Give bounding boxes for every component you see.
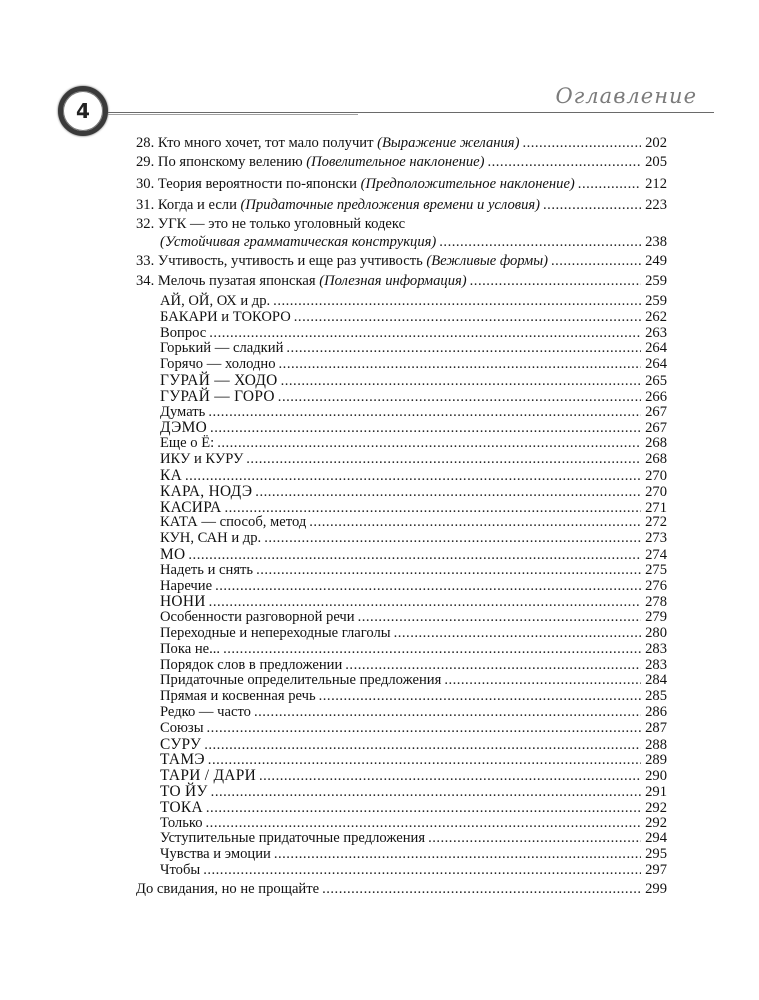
toc-subentry-label: БАКАРИ и ТОКОРО: [160, 308, 291, 325]
toc-subentry-label: Наречие: [160, 577, 213, 594]
toc-entry-28[interactable]: 28. Кто много хочет, тот мало получит (Выражение желания) ..... 202: [136, 135, 667, 153]
toc-subentry-label: Думать: [160, 403, 206, 420]
toc-page-number: 280: [645, 624, 667, 641]
toc-page-number: 290: [645, 768, 667, 785]
toc-page-number: 270: [645, 467, 667, 484]
toc-subentry-label: ТАМЭ: [160, 751, 205, 769]
toc-subentry-label: Пока не...: [160, 640, 221, 657]
toc-subentry-label: ГУРАЙ — ГОРО: [160, 387, 275, 405]
toc-entry-32-line1[interactable]: 32. УГК — это не только уголовный кодекс: [136, 216, 406, 232]
toc-page-number: 284: [645, 672, 667, 689]
toc-subentry-label: Особенности разговорной речи: [160, 609, 355, 626]
dot-leader: [246, 451, 641, 468]
toc-entry-29[interactable]: 29. По японскому велению (Повелительное наклонение) ..... 205: [136, 154, 667, 172]
toc-subentry-label: АЙ, ОЙ, ОХ и др.: [160, 293, 271, 309]
dot-leader: [428, 830, 641, 847]
toc-page-number: 264: [645, 340, 667, 357]
page-number: 4: [76, 99, 90, 123]
dot-leader: [319, 688, 641, 705]
dot-leader: [209, 325, 641, 342]
toc-subentry-label: ТАРИ / ДАРИ: [160, 767, 256, 785]
toc-page-number: 262: [645, 308, 667, 325]
dot-leader: [217, 435, 641, 452]
toc-page-number: 294: [645, 830, 667, 847]
toc-subentry-label: КАТА — способ, метод: [160, 514, 307, 531]
toc-entry-32-line2[interactable]: (Устойчивая грамматическая конструкция) ..... 238: [160, 234, 667, 252]
toc-page-number: 259: [645, 273, 667, 289]
toc-page-number: 278: [645, 594, 667, 611]
toc-page-number: 289: [645, 752, 667, 769]
dot-leader: [522, 135, 641, 152]
dot-leader: [256, 562, 641, 579]
toc-page-number: 268: [645, 451, 667, 468]
toc-page-number: 267: [645, 420, 667, 437]
toc-entry-final[interactable]: До свидания, но не прощайте ..... 299: [136, 881, 667, 899]
toc-page-number: 249: [645, 253, 667, 269]
dot-leader: [470, 273, 641, 290]
toc-page-number: 276: [645, 577, 667, 594]
page-number-badge: [58, 86, 108, 136]
toc-page-number: 283: [645, 640, 667, 657]
toc-subentry-label: ТОКА: [160, 798, 203, 816]
toc-subentry-label: ТО ЙУ: [160, 783, 208, 800]
toc-page-number: 273: [645, 530, 667, 547]
dot-leader: [273, 293, 641, 310]
toc-subentry-label: НОНИ: [160, 593, 206, 611]
dot-leader: [223, 641, 641, 658]
toc-page-number: 291: [645, 784, 667, 800]
toc-page-number: 212: [645, 176, 667, 192]
toc-page-number: 288: [645, 736, 667, 753]
dot-leader: [279, 356, 641, 373]
toc-subentry[interactable]: [160, 862, 667, 880]
dot-leader: [294, 309, 641, 326]
toc-page-number: 274: [645, 546, 667, 563]
toc-page-number: 238: [645, 234, 667, 250]
toc-page-number: 266: [645, 388, 667, 405]
dot-leader: [254, 704, 641, 721]
toc-page-number: 297: [645, 862, 667, 878]
toc-page-number: 264: [645, 356, 667, 373]
dot-leader: [208, 404, 641, 421]
toc-subentry-label: Горький — сладкий: [160, 340, 284, 357]
toc-entry-34[interactable]: 34. Мелочь пузатая японская (Полезная информация) ..... 259: [136, 273, 667, 291]
toc-page-number: 205: [645, 154, 667, 170]
toc-subentry-label: КАСИРА: [160, 498, 222, 516]
toc-subentry-label: Еще о Ё:: [160, 435, 215, 452]
toc-page-number: 292: [645, 799, 667, 816]
toc-subentry-label: МО: [160, 545, 186, 563]
dot-leader: [322, 881, 641, 898]
toc-subentry-label: Только: [160, 814, 203, 831]
toc-page-number: 286: [645, 703, 667, 720]
toc-page-number: 265: [645, 373, 667, 389]
dot-leader: [264, 530, 641, 547]
dot-leader: [358, 609, 641, 626]
dot-leader: [345, 657, 641, 674]
toc-page-number: 271: [645, 499, 667, 516]
dot-leader: [439, 234, 641, 251]
toc-entry-31[interactable]: 31. Когда и если (Придаточные предложения времени и условия) ..... 223: [136, 197, 667, 215]
toc-subentry-label: ИКУ и КУРУ: [160, 451, 244, 468]
toc-subentry-label: Придаточные определительные предложения: [160, 672, 442, 689]
toc-subentry-label: Вопрос: [160, 324, 207, 341]
toc-subentry-label: СУРУ: [160, 735, 202, 753]
dot-leader: [487, 154, 641, 171]
toc-page-number: 279: [645, 609, 667, 626]
section-title: Оглавление: [555, 84, 697, 108]
toc-subentry-label: КУН, САН и др.: [160, 530, 262, 547]
toc-page-number: 275: [645, 561, 667, 578]
toc-page-number: 283: [645, 656, 667, 673]
toc-page-number: 292: [645, 814, 667, 831]
toc-subentry-label: Редко — часто: [160, 703, 251, 720]
dot-leader: [206, 815, 641, 832]
header-rule: [108, 112, 714, 113]
dot-leader: [274, 846, 641, 863]
toc-page-number: 223: [645, 197, 667, 213]
toc-page-number: 287: [645, 719, 667, 736]
dot-leader: [203, 862, 641, 879]
toc-page-number: 272: [645, 514, 667, 531]
toc-subentry-label: Чувства и эмоции: [160, 846, 271, 863]
page-header: [0, 0, 759, 140]
toc-page-number: 268: [645, 435, 667, 452]
toc-subentry-label: Порядок слов в предложении: [160, 656, 343, 673]
toc-page-number: 267: [645, 403, 667, 420]
toc-subentry-label: КАРА, НОДЭ: [160, 482, 253, 500]
dot-leader: [578, 176, 641, 193]
toc-subentry-label: Союзы: [160, 719, 204, 736]
toc-subentry-label: Горячо — холодно: [160, 356, 276, 373]
toc-subentry-label: Надеть и снять: [160, 561, 254, 578]
dot-leader: [309, 514, 641, 531]
header-rule-shadow: [108, 114, 358, 115]
toc-page-number: 299: [645, 881, 667, 897]
toc-subentry-label: Чтобы: [160, 862, 201, 878]
dot-leader: [551, 253, 641, 270]
toc-page-number: 202: [645, 135, 667, 151]
toc-page-number: 263: [645, 324, 667, 341]
toc-subentry-label: КА: [160, 466, 182, 484]
toc-page-number: 270: [645, 483, 667, 500]
toc-entry-30[interactable]: 30. Теория вероятности по-японски (Предположительное наклонение) ..... 212: [136, 176, 667, 194]
dot-leader: [394, 625, 641, 642]
toc-subentry-label: Переходные и непереходные глаголы: [160, 624, 391, 641]
dot-leader: [207, 720, 641, 737]
toc-subentry-label: ГУРАЙ — ХОДО: [160, 372, 278, 389]
toc-subentry-label: Уступительные придаточные предложения: [160, 830, 426, 847]
dot-leader: [286, 340, 641, 357]
toc-page-number: 295: [645, 846, 667, 863]
dot-leader: [444, 672, 641, 689]
toc-entry-33[interactable]: 33. Учтивость, учтивость и еще раз учтивость (Вежливые формы) ..... 249: [136, 253, 667, 271]
toc-page-number: 259: [645, 293, 667, 309]
dot-leader: [215, 578, 641, 595]
dot-leader: [543, 197, 641, 214]
toc-subentry-label: Прямая и косвенная речь: [160, 688, 316, 705]
toc-subentry-label: ДЭМО: [160, 419, 208, 437]
toc-page-number: 285: [645, 688, 667, 705]
